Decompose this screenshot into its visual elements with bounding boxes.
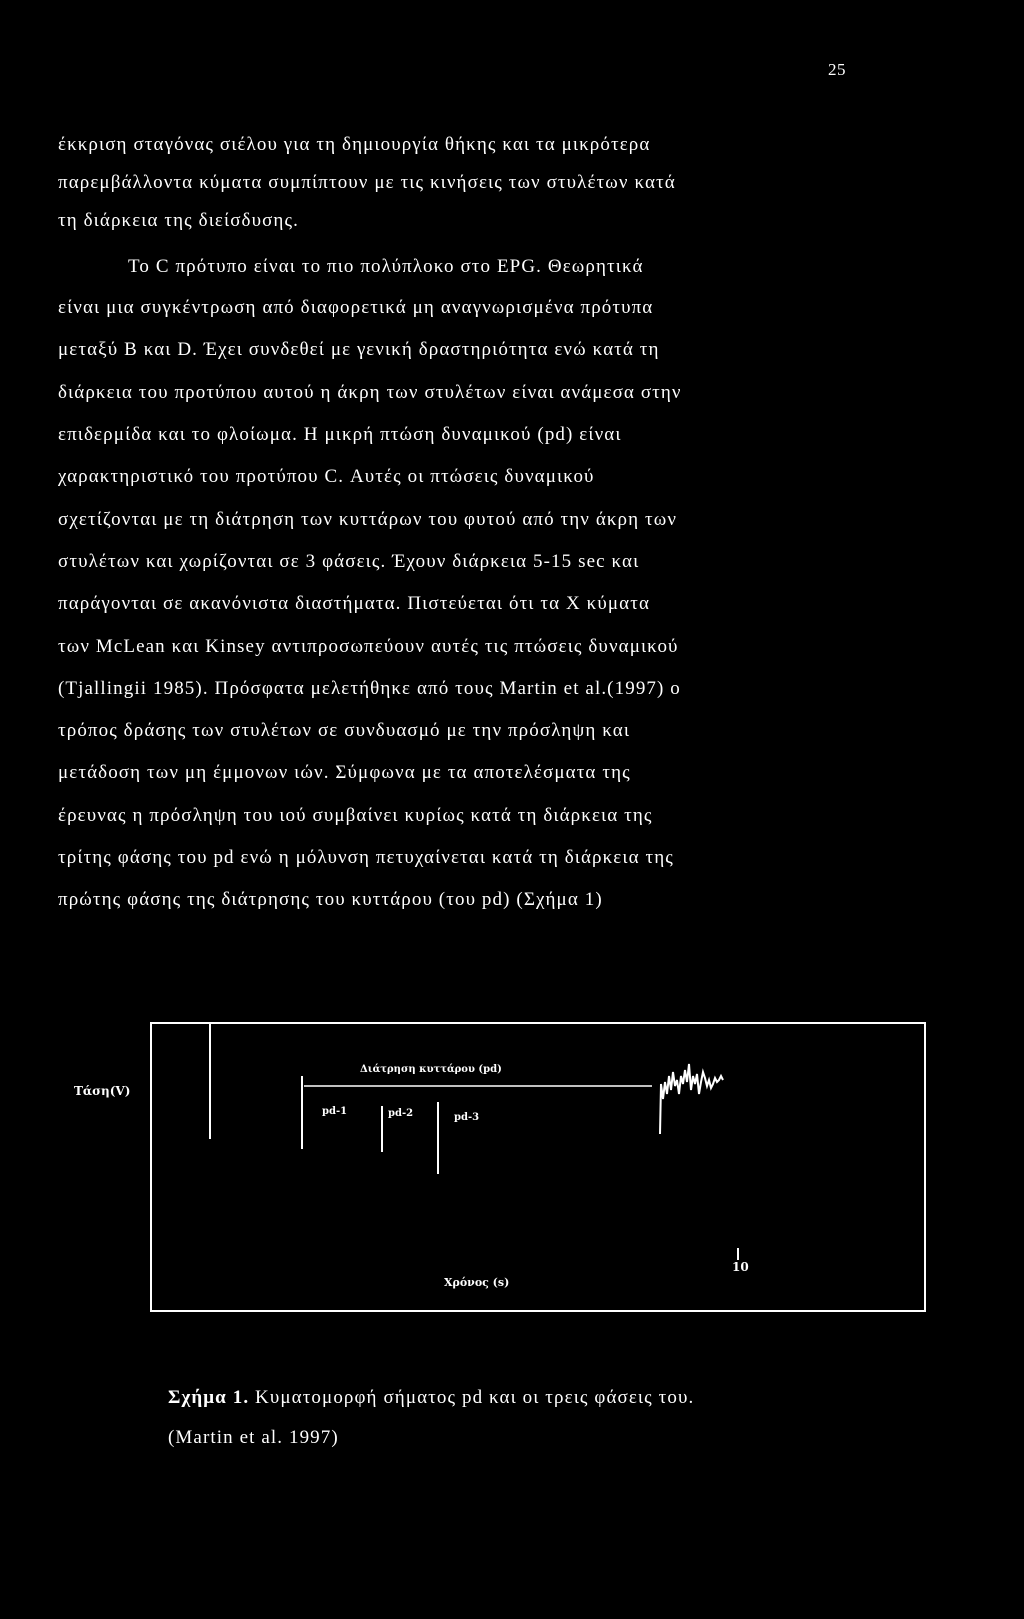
text-line: τη διάρκεια της διείσδυσης. (58, 210, 299, 231)
caption-source: (Martin et al. 1997) (168, 1427, 339, 1448)
phase-label-3: pd-3 (454, 1112, 480, 1123)
text-line: χαρακτηριστικό του προτύπου C. Αυτές οι πτώσεις δυναμικού (58, 466, 595, 487)
x-tick-label: 10 (732, 1260, 749, 1274)
text-line: μετάδοση των μη έμμονων ιών. Σύμφωνα με τα αποτελέσματα της (58, 762, 631, 783)
text-line: έκκριση σταγόνας σιέλου για τη δημιουργία θήκης και τα μικρότερα (58, 134, 651, 155)
text-line: Το C πρότυπο είναι το πιο πολύπλοκο στο EPG. Θεωρητικά (128, 256, 644, 277)
page-number: 25 (828, 60, 846, 79)
text-line: (Tjallingii 1985). Πρόσφατα μελετήθηκε από τους Martin et al.(1997) ο (58, 678, 681, 699)
figure-pd-waveform (74, 1022, 926, 1312)
text-line: διάρκεια του προτύπου αυτού η άκρη των στυλέτων είναι ανάμεσα στην (58, 382, 682, 403)
text-line: τρόπος δράσης των στυλέτων σε συνδυασμό με την πρόσληψη και (58, 720, 631, 741)
text-line: έρευνας η πρόσληψη του ιού συμβαίνει κυρίως κατά τη διάρκεια της (58, 805, 653, 826)
pd-bracket-label: Διάτρηση κυττάρου (pd) (360, 1064, 502, 1075)
caption-label: Σχήμα 1. (168, 1387, 250, 1408)
text-line: στυλέτων και χωρίζονται σε 3 φάσεις. Έχουν διάρκεια 5-15 sec και (58, 551, 640, 572)
x-axis-label: Χρόνος (s) (444, 1276, 510, 1289)
waveform-drawing (152, 1024, 928, 1314)
text-line: παρεμβάλλοντα κύματα συμπίπτουν με τις κινήσεις των στυλέτων κατά (58, 172, 676, 193)
caption-text: Κυματομορφή σήματος pd και οι τρεις φάσεις του. (249, 1387, 695, 1408)
y-axis-label: Τάση(V) (74, 1084, 131, 1098)
text-line: των McLean και Kinsey αντιπροσωπεύουν αυτές τις πτώσεις δυναμικού (58, 636, 679, 657)
text-line: τρίτης φάσης του pd ενώ η μόλυνση πετυχαίνεται κατά τη διάρκεια της (58, 847, 674, 868)
phase-label-1: pd-1 (322, 1106, 348, 1117)
waveform-trace (660, 1064, 723, 1134)
text-line: παράγονται σε ακανόνιστα διαστήματα. Πιστεύεται ότι τα X κύματα (58, 593, 650, 614)
text-line: επιδερμίδα και το φλοίωμα. Η μικρή πτώση δυναμικού (pd) είναι (58, 424, 622, 445)
figure-caption (168, 1378, 694, 1458)
text-line: μεταξύ B και D. Έχει συνδεθεί με γενική δραστηριότητα ενώ κατά τη (58, 339, 660, 360)
text-line: είναι μια συγκέντρωση από διαφορετικά μη αναγνωρισμένα πρότυπα (58, 297, 654, 318)
phase-label-2: pd-2 (388, 1108, 414, 1119)
text-line: σχετίζονται με τη διάτρηση των κυττάρων του φυτού από την άκρη των (58, 509, 678, 530)
text-line: πρώτης φάσης της διάτρησης του κυττάρου (του pd) (Σχήμα 1) (58, 889, 603, 910)
